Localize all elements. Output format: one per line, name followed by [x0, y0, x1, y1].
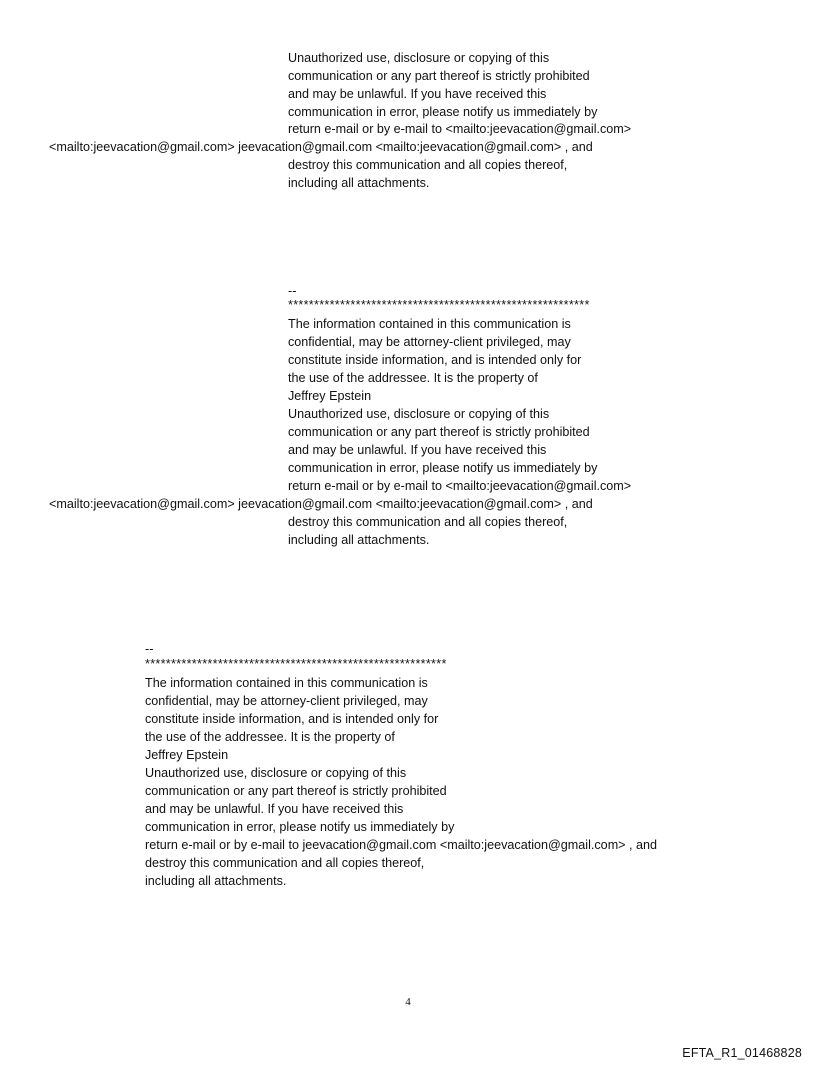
disclaimer-line: Unauthorized use, disclosure or copying of this	[288, 51, 550, 65]
disclaimer-line: and may be unlawful. If you have received this	[145, 802, 404, 816]
asterisk-rule: **********************************************************	[288, 298, 590, 312]
disclaimer-line: communication or any part thereof is strictly prohibited	[288, 425, 590, 439]
disclaimer-line: the use of the addressee. It is the property of	[145, 730, 395, 744]
disclaimer-line: Unauthorized use, disclosure or copying of this	[288, 407, 550, 421]
disclaimer-line: confidential, may be attorney-client privileged, may	[288, 335, 571, 349]
disclaimer-line: communication or any part thereof is strictly prohibited	[145, 784, 447, 798]
disclaimer-line: and may be unlawful. If you have received this	[288, 87, 547, 101]
disclaimer-line: <mailto:jeevacation@gmail.com> jeevacation@gmail.com <mailto:jeevacation@gmail.com> , and	[49, 497, 593, 511]
disclaimer-line: including all attachments.	[145, 874, 287, 888]
disclaimer-line: the use of the addressee. It is the property of	[288, 371, 538, 385]
disclaimer-line: including all attachments.	[288, 533, 430, 547]
disclaimer-line: and may be unlawful. If you have received this	[288, 443, 547, 457]
disclaimer-line: destroy this communication and all copies thereof,	[145, 856, 425, 870]
bates-number: EFTA_R1_01468828	[682, 1046, 802, 1060]
disclaimer-line: communication or any part thereof is strictly prohibited	[288, 69, 590, 83]
disclaimer-line: communication in error, please notify us immediately by	[288, 105, 598, 119]
disclaimer-line: return e-mail or by e-mail to jeevacation@gmail.com <mailto:jeevacation@gmail.com> , and	[145, 838, 658, 852]
disclaimer-line: constitute inside information, and is intended only for	[145, 712, 439, 726]
disclaimer-line: <mailto:jeevacation@gmail.com> jeevacation@gmail.com <mailto:jeevacation@gmail.com> , and	[49, 140, 593, 154]
asterisk-rule: **********************************************************	[145, 657, 447, 671]
disclaimer-line: destroy this communication and all copies thereof,	[288, 158, 568, 172]
disclaimer-line: Jeffrey Epstein	[288, 389, 372, 403]
disclaimer-line: The information contained in this communication is	[145, 676, 428, 690]
disclaimer-line: return e-mail or by e-mail to <mailto:jeevacation@gmail.com>	[288, 479, 632, 493]
signature-separator: --	[288, 284, 297, 298]
disclaimer-line: communication in error, please notify us immediately by	[145, 820, 455, 834]
disclaimer-line: including all attachments.	[288, 176, 430, 190]
disclaimer-line: confidential, may be attorney-client privileged, may	[145, 694, 428, 708]
disclaimer-line: The information contained in this communication is	[288, 317, 571, 331]
disclaimer-line: destroy this communication and all copies thereof,	[288, 515, 568, 529]
disclaimer-line: Jeffrey Epstein	[145, 748, 229, 762]
signature-separator: --	[145, 642, 154, 656]
page-number: 4	[405, 996, 411, 1008]
disclaimer-line: constitute inside information, and is intended only for	[288, 353, 582, 367]
disclaimer-line: Unauthorized use, disclosure or copying of this	[145, 766, 407, 780]
disclaimer-line: communication in error, please notify us immediately by	[288, 461, 598, 475]
disclaimer-line: return e-mail or by e-mail to <mailto:jeevacation@gmail.com>	[288, 122, 632, 136]
